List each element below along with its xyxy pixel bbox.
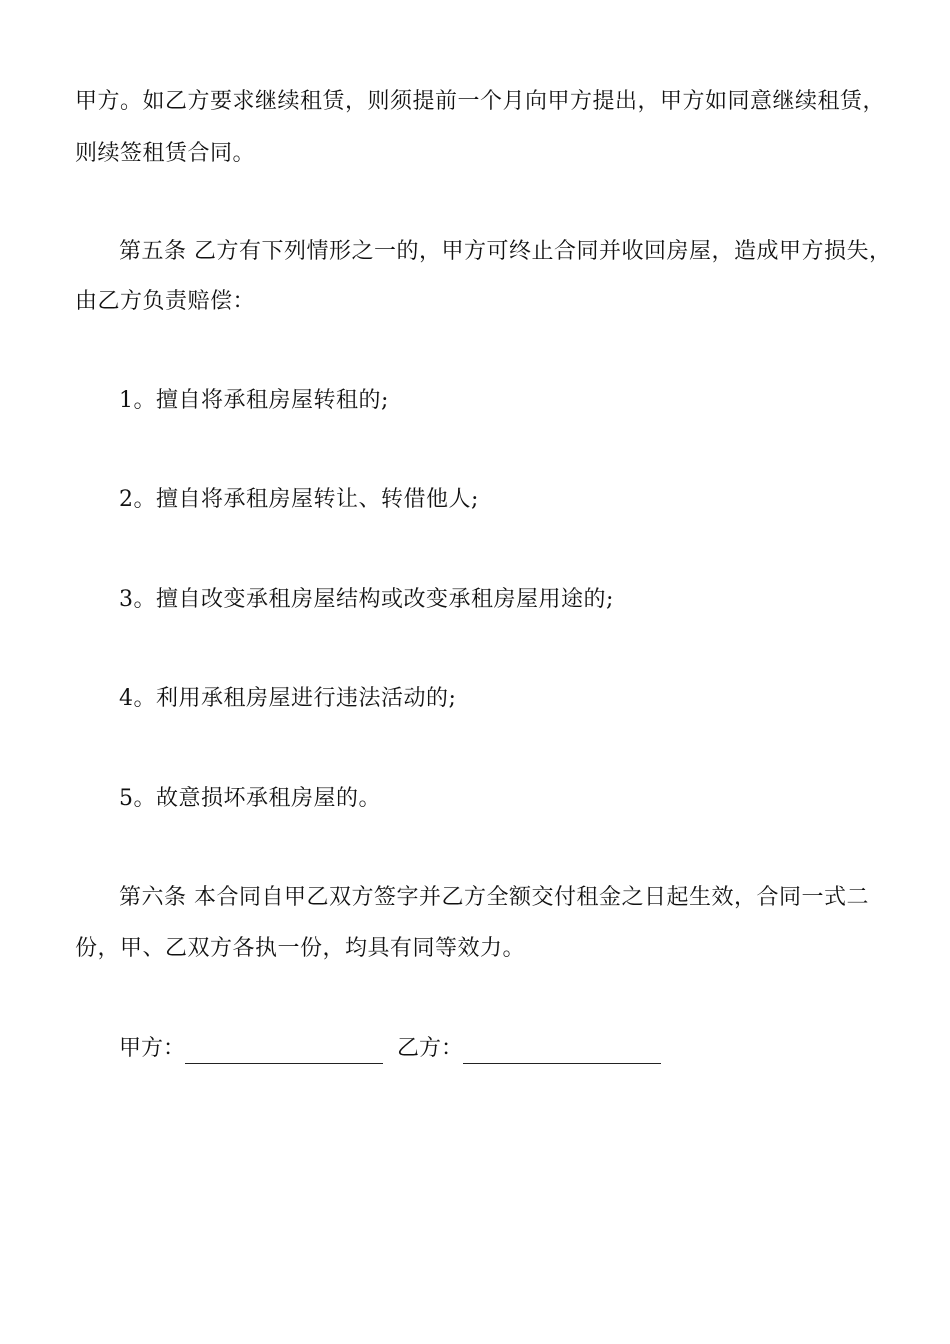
article-6-line-1: 第六条 本合同自甲乙双方签字并乙方全额交付租金之日起生效，合同一式二 xyxy=(119,885,869,910)
party-a-signature-blank xyxy=(185,1039,383,1064)
list-item-2: 2。擅自将承租房屋转让、转借他人; xyxy=(119,487,479,512)
party-b-label: 乙方： xyxy=(397,1036,464,1061)
article-5-line-1: 第五条 乙方有下列情形之一的，甲方可终止合同并收回房屋，造成甲方损失， xyxy=(119,239,892,264)
party-a-label: 甲方： xyxy=(119,1036,186,1061)
list-item-3: 3。擅自改变承租房屋结构或改变承租房屋用途的; xyxy=(119,587,614,612)
article-6-line-2: 份，甲、乙双方各执一份，均具有同等效力。 xyxy=(75,936,526,961)
paragraph-continuation-line-2: 则续签租赁合同。 xyxy=(75,141,256,166)
list-item-1: 1。擅自将承租房屋转租的; xyxy=(119,388,389,413)
list-item-5: 5。故意损坏承租房屋的。 xyxy=(119,786,381,811)
party-b-signature-blank xyxy=(463,1039,661,1064)
article-5-line-2: 由乙方负责赔偿： xyxy=(75,289,256,314)
list-item-4: 4。利用承租房屋进行违法活动的; xyxy=(119,686,457,711)
paragraph-continuation-line-1: 甲方。如乙方要求继续租赁，则须提前一个月向甲方提出，甲方如同意继续租赁， xyxy=(75,89,886,114)
signature-row xyxy=(119,1034,675,1064)
